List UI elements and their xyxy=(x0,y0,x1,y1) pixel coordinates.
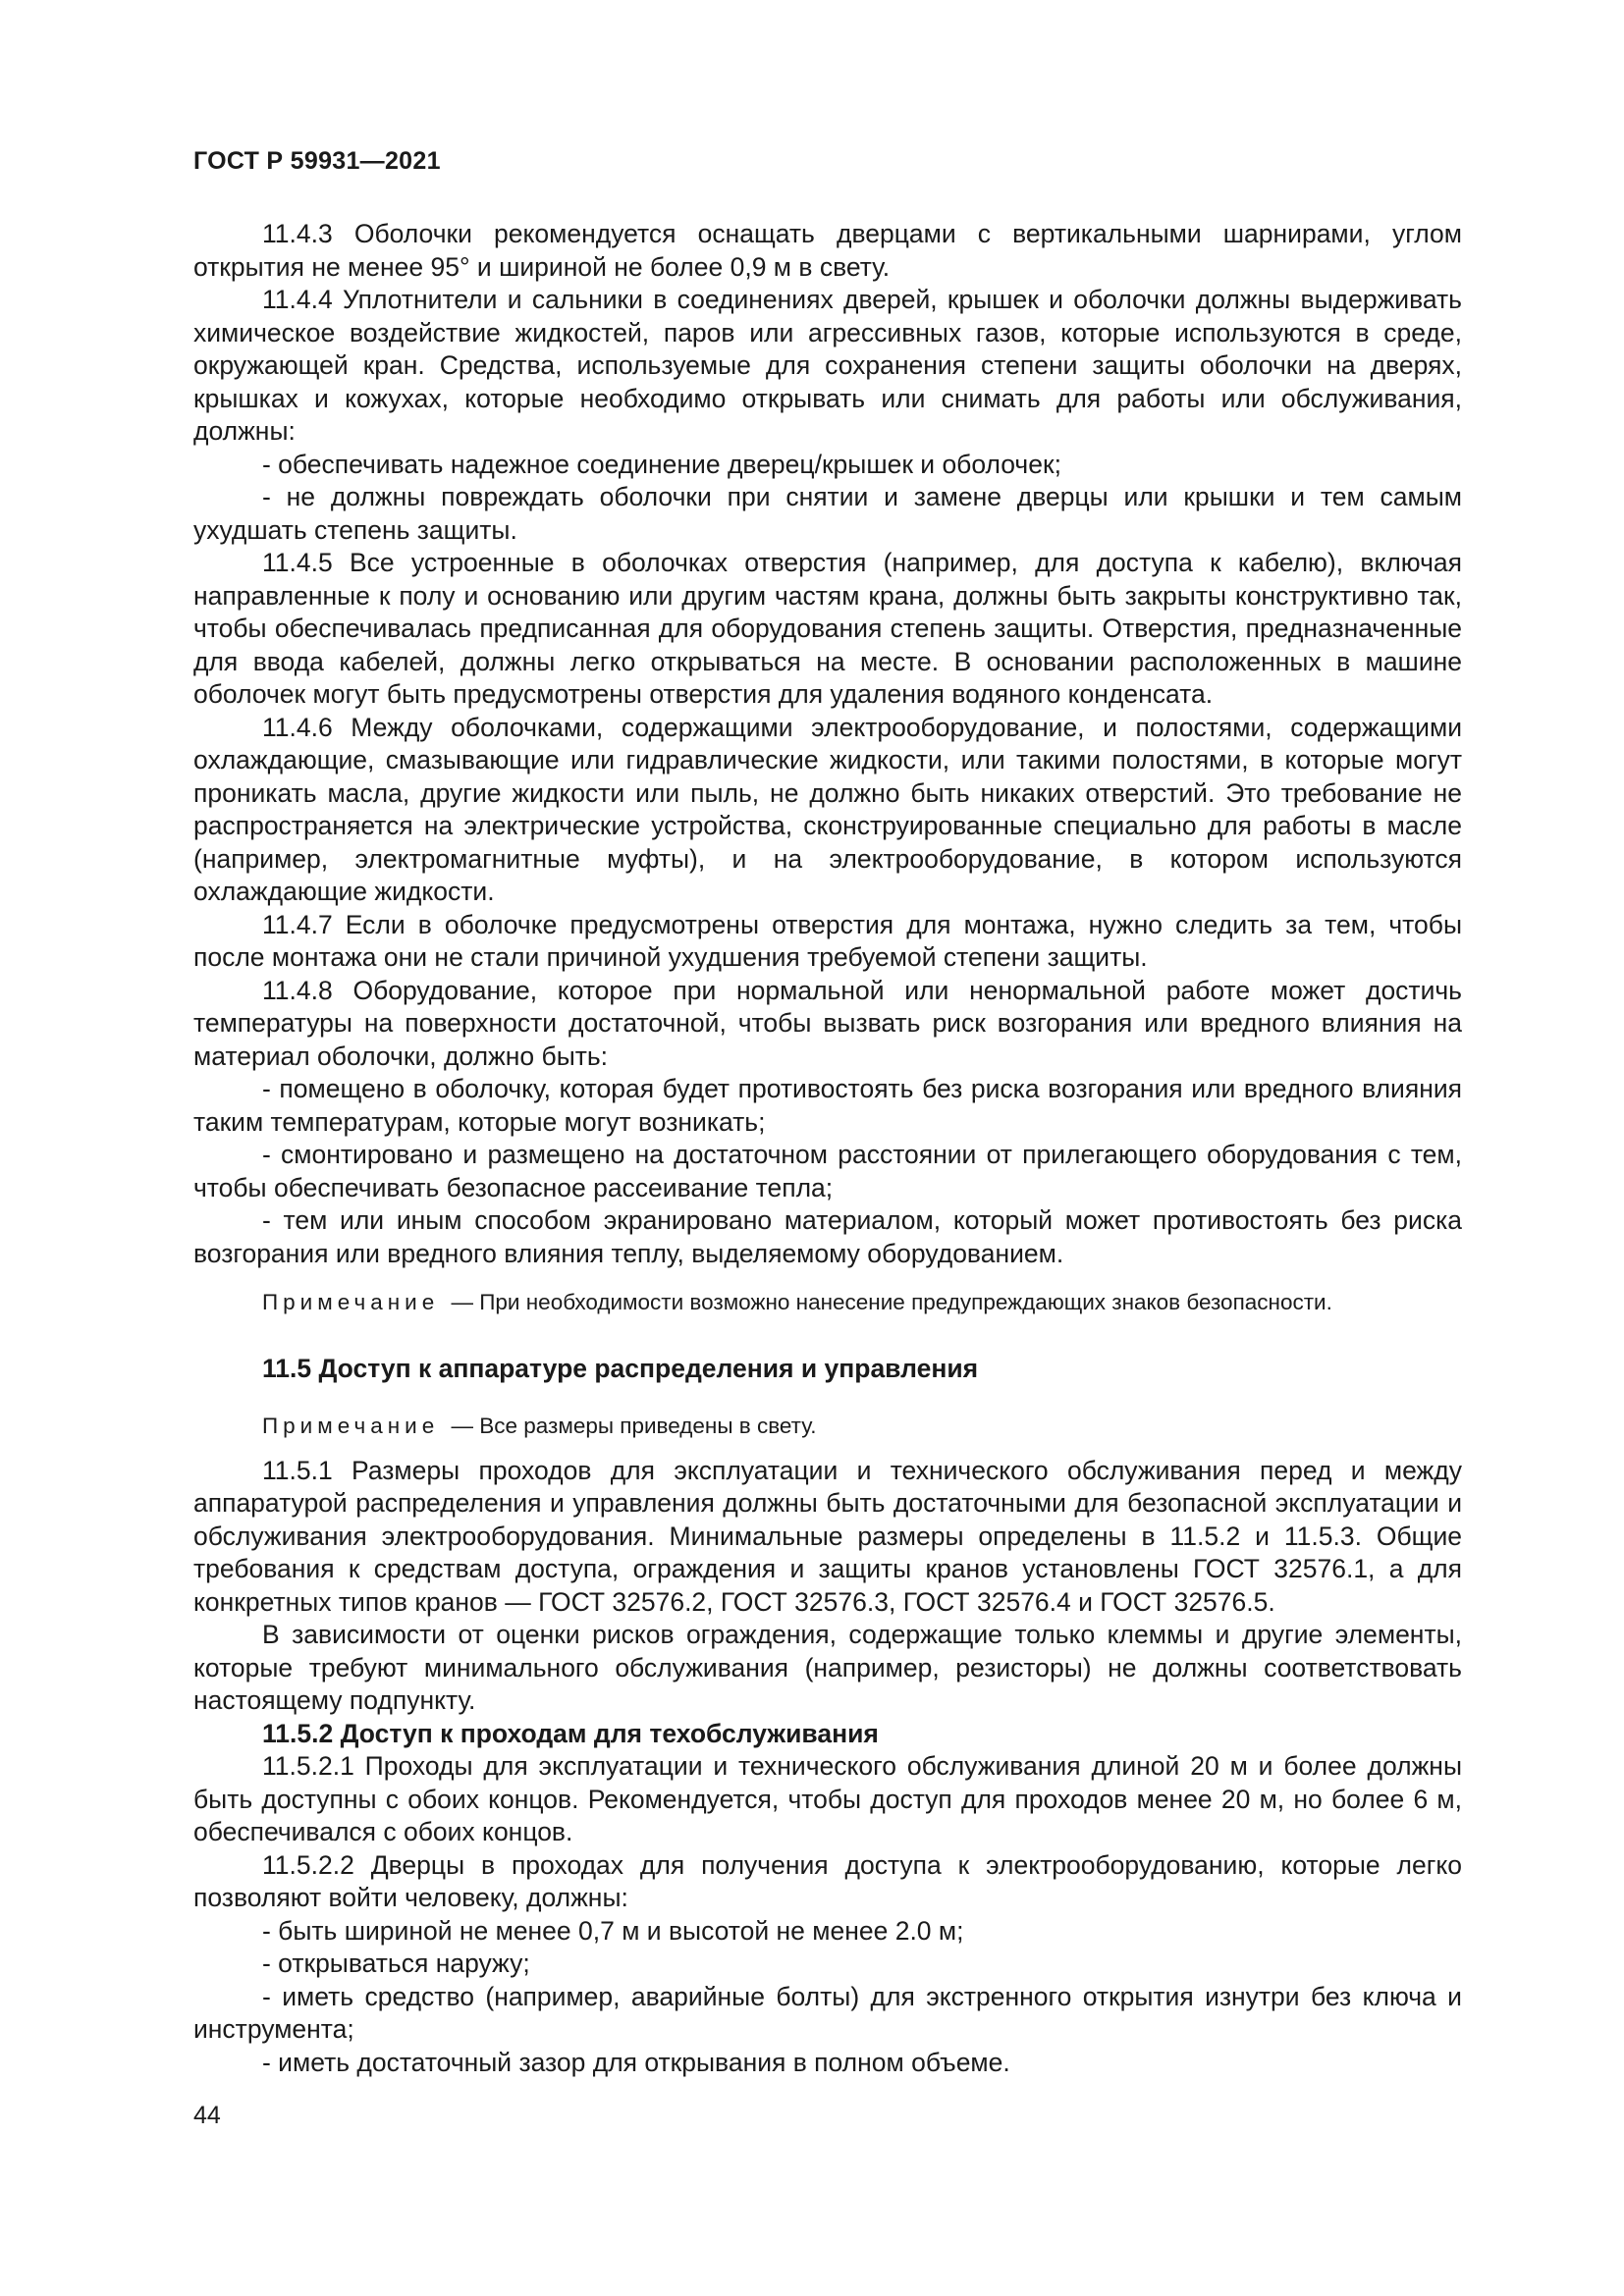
note-safety-signs xyxy=(193,1288,1462,1317)
list-item: - обеспечивать надежное соединение дверец/крышек и оболочек; xyxy=(262,449,1061,479)
note-label: Примечание xyxy=(262,1413,440,1438)
paragraph-11-4-3: 11.4.3 Оболочки рекомендуется оснащать дверцами с вертикальными шарнирами, углом открытия не менее 95° и шириной не более 0,9 м в свету. xyxy=(193,219,1462,282)
list-item: - иметь средство (например, аварийные болты) для экстренного открытия изнутри без ключа и инструмента; xyxy=(193,1981,1462,2044)
subsection-heading-11-5-2: 11.5.2 Доступ к проходам для техобслуживания xyxy=(262,1718,879,1748)
page-number: 44 xyxy=(193,2102,221,2129)
list-item: - иметь достаточный зазор для открывания в полном объеме. xyxy=(262,2047,1010,2077)
paragraph-11-4-7: 11.4.7 Если в оболочке предусмотрены отверстия для монтажа, нужно следить за тем, чтобы после монтажа они не стали причиной ухудшения требуемой степени защиты. xyxy=(193,909,1462,972)
list-item: - не должны повреждать оболочки при снятии и замене дверцы или крышки и тем самым ухудшать степень защиты. xyxy=(193,482,1462,545)
document-body xyxy=(193,218,1462,2079)
paragraph-11-4-6: 11.4.6 Между оболочками, содержащими электрооборудование, и полостями, содержащими охлаждающие, смазывающие или гидравлические жидкости, или такими полостями, в которые могут проникать масла, другие жидкости или пыль, не должно быть никаких отверстий. Это требование не распространяется на электрические устройства, сконструированные специально для работы в масле (например, электромагнитные муфты), и на электрооборудование, в котором используются охлаждающие жидкости. xyxy=(193,712,1462,906)
paragraph-11-4-8: 11.4.8 Оборудование, которое при нормальной или ненормальной работе может достичь температуры на поверхности достаточной, чтобы вызвать риск возгорания или вредного влияния на материал оболочки, должно быть: xyxy=(193,975,1462,1071)
section-heading-11-5: 11.5 Доступ к аппаратуре распределения и управления xyxy=(262,1354,979,1383)
paragraph-11-5-2-1: 11.5.2.1 Проходы для эксплуатации и технического обслуживания длиной 20 м и более должны быть доступны с обоих концов. Рекомендуется, чтобы доступ для проходов менее 20 м, но более 6 м, обеспечивался с обоих концов. xyxy=(193,1751,1462,1846)
list-item: - смонтировано и размещено на достаточном расстоянии от прилегающего оборудования с тем, чтобы обеспечивать безопасное рассеивание тепла; xyxy=(193,1140,1462,1202)
paragraph-11-5-2-2: 11.5.2.2 Дверцы в проходах для получения доступа к электрооборудованию, которые легко позволяют войти человеку, должны: xyxy=(193,1849,1462,1912)
note-text: — Все размеры приведены в свету. xyxy=(451,1413,817,1438)
list-item: - помещено в оболочку, которая будет противостоять без риска возгорания или вредного влияния таким температурам, которые могут возникать; xyxy=(193,1074,1462,1137)
list-item: - быть шириной не менее 0,7 м и высотой не менее 2.0 м; xyxy=(262,1915,964,1946)
paragraph-11-4-5: 11.4.5 Все устроенные в оболочках отверстия (например, для доступа к кабелю), включая направленные к полу и основанию или другим частям крана, должны быть закрыты конструктивно так, чтобы обеспечивалась предписанная для оборудования степень защиты. Отверстия, предназначенные для ввода кабелей, должны легко открываться на месте. В основании расположенных в машине оболочек могут быть предусмотрены отверстия для удаления водяного конденсата. xyxy=(193,548,1462,709)
note-label: Примечание xyxy=(262,1290,440,1314)
paragraph-11-4-4: 11.4.4 Уплотнители и сальники в соединениях дверей, крышек и оболочки должны выдерживать химическое воздействие жидкостей, паров или агрессивных газов, которые используются в среде, окружающей кран. Средства, используемые для сохранения степени защиты оболочки на дверях, крышках и кожухах, которые необходимо открывать или снимать для работы или обслуживания, должны: xyxy=(193,285,1462,446)
document-code-header: ГОСТ Р 59931—2021 xyxy=(193,147,441,175)
list-item: - тем или иным способом экранировано материалом, который может противостоять без риска возгорания или вредного влияния теплу, выделяемому оборудованием. xyxy=(193,1205,1462,1268)
paragraph-11-5-1: 11.5.1 Размеры проходов для эксплуатации и технического обслуживания перед и между аппаратурой распределения и управления должны быть достаточными для безопасной эксплуатации и обслуживания электрооборудования. Минимальные размеры определены в 11.5.2 и 11.5.3. Общие требования к средствам доступа, ограждения и защиты кранов установлены ГОСТ 32576.1, а для конкретных типов кранов — ГОСТ 32576.2, ГОСТ 32576.3, ГОСТ 32576.4 и ГОСТ 32576.5. xyxy=(193,1455,1462,1617)
note-dimensions xyxy=(193,1412,1462,1441)
list-item: - открываться наружу; xyxy=(262,1949,530,1978)
paragraph-11-5-1-continued: В зависимости от оценки рисков ограждения, содержащие только клеммы и другие элементы, которые требуют минимального обслуживания (например, резисторы) не должны соответствовать настоящему подпункту. xyxy=(193,1620,1462,1715)
note-text: — При необходимости возможно нанесение предупреждающих знаков безопасности. xyxy=(451,1290,1332,1314)
